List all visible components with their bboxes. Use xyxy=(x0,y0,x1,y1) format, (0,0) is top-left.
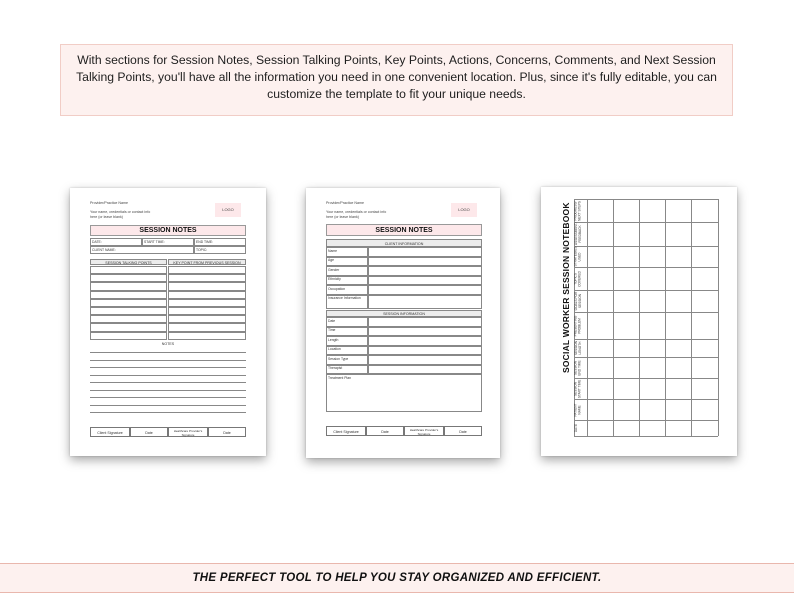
client-field-value xyxy=(368,276,482,286)
talking-point-row xyxy=(90,274,167,282)
notes-line xyxy=(90,367,246,368)
client-field-label: Age xyxy=(326,257,368,267)
grid-column xyxy=(639,199,640,436)
talking-point-row xyxy=(90,307,167,315)
key-point-row xyxy=(168,266,246,274)
session-notebook-page xyxy=(541,187,737,456)
grid-row-line xyxy=(574,222,718,223)
grid-column xyxy=(613,199,614,436)
grid-row-label: STRATEGIES USED xyxy=(573,246,582,266)
session-field-value xyxy=(368,365,482,375)
key-point-row xyxy=(168,323,246,331)
key-point-row xyxy=(168,274,246,282)
date-2: Date xyxy=(208,427,246,437)
notes-line xyxy=(90,352,246,353)
client-info-header: CLIENT INFORMATION xyxy=(326,239,482,247)
page-title: SESSION NOTES xyxy=(90,225,246,236)
grid-row-label: DATE xyxy=(573,423,578,433)
session-field-label: Therapist xyxy=(326,365,368,375)
grid-row-line xyxy=(574,339,718,340)
notes-line xyxy=(90,412,246,413)
grid-column xyxy=(691,199,692,436)
session-info-header: SESSION INFORMATION xyxy=(326,310,482,317)
notebook-title: SOCIAL WORKER SESSION NOTEBOOK xyxy=(561,202,571,373)
talking-points-header: SESSION TALKING POINTS xyxy=(90,259,167,265)
grid-row-line xyxy=(574,312,718,313)
key-point-header: KEY POINT FROM PREVIOUS SESSION xyxy=(168,259,246,265)
notes-header: NOTES xyxy=(90,341,246,347)
session-field-value xyxy=(368,336,482,346)
talking-point-row xyxy=(90,332,167,340)
grid-column xyxy=(665,199,666,436)
contact-line-2: here (or leave blank) xyxy=(90,215,123,219)
client-field-value xyxy=(368,285,482,295)
grid-row-line xyxy=(574,267,718,268)
key-point-row xyxy=(168,299,246,307)
start-time-field: START TIME: xyxy=(142,238,194,246)
session-field-label: Length xyxy=(326,336,368,346)
date-2: Date xyxy=(444,426,482,436)
grid-row-line xyxy=(574,399,718,400)
intro-line-1: With sections for Session Notes, Session Talking Points, Key Points, Actions, Concerns, Comments, and Next Session xyxy=(77,53,716,67)
intro-line-2: Talking Points, you'll have all the information you need in one convenient location. Plus, since it's fully editable, you can xyxy=(76,70,717,84)
session-notes-page-2 xyxy=(306,188,500,458)
topic-field: TOPIC: xyxy=(194,246,246,254)
intro-banner xyxy=(60,44,733,116)
talking-point-row xyxy=(90,299,167,307)
talking-point-row xyxy=(90,315,167,323)
provider-signature: Healthcare Provider's Signature xyxy=(168,427,208,437)
session-field-value xyxy=(368,346,482,356)
notes-line xyxy=(90,360,246,361)
end-time-field: END TIME: xyxy=(194,238,246,246)
grid-row-label: PATIENT NAME xyxy=(573,403,582,416)
client-signature: Client Signature xyxy=(90,427,130,437)
talking-point-row xyxy=(90,266,167,274)
logo-placeholder: LOGO xyxy=(215,203,241,217)
client-field-value xyxy=(368,257,482,267)
grid-row-label: GOALS FOR SESSION xyxy=(573,291,582,311)
notes-line xyxy=(90,390,246,391)
notes-line xyxy=(90,375,246,376)
grid-row-line xyxy=(574,420,718,421)
session-field-value xyxy=(368,317,482,327)
grid-row-line xyxy=(574,199,718,200)
grid-row-label: PRESENTING PROBLEM xyxy=(573,315,582,336)
client-field-value xyxy=(368,295,482,309)
contact-line-1: Your name, credentials or contact info xyxy=(90,210,151,214)
client-name-field: CLIENT NAME: xyxy=(90,246,194,254)
grid-label-divider xyxy=(587,199,588,436)
grid-column xyxy=(718,199,719,436)
client-field-label: Ethnicity xyxy=(326,276,368,286)
grid-row-label: PROGRESS/ NEXT STEPS xyxy=(573,200,582,221)
grid-row-line xyxy=(574,290,718,291)
session-field-label: Date xyxy=(326,317,368,327)
client-field-label: Occupation xyxy=(326,285,368,295)
treatment-plan-field: Treatment Plan xyxy=(326,374,482,412)
key-point-row xyxy=(168,291,246,299)
client-field-label: Gender xyxy=(326,266,368,276)
grid-row-label: SESSION START TIME xyxy=(573,379,582,398)
provider-name: Provider/Practice Name xyxy=(90,201,128,205)
logo-placeholder: LOGO xyxy=(451,203,477,217)
notes-line xyxy=(90,405,246,406)
grid-row-label: ASSESSMENT/ FEEDBACK xyxy=(573,222,582,245)
footer-tagline: THE PERFECT TOOL TO HELP YOU STAY ORGANIZED AND EFFICIENT. xyxy=(0,563,794,593)
client-signature: Client Signature xyxy=(326,426,366,436)
grid-row-line xyxy=(574,378,718,379)
grid-row-line xyxy=(574,246,718,247)
grid-row-line xyxy=(574,436,718,437)
client-field-label: Name xyxy=(326,247,368,257)
session-field-label: Location xyxy=(326,346,368,356)
intro-line-3: customize the template to fit your unique needs. xyxy=(267,87,526,101)
session-notes-page-1 xyxy=(70,188,266,456)
grid-row-label: SESSION LENGTH xyxy=(573,340,582,356)
talking-point-row xyxy=(90,282,167,290)
notes-line xyxy=(90,397,246,398)
date-1: Date xyxy=(366,426,404,436)
session-field-value xyxy=(368,327,482,337)
client-field-label: Insurance Information xyxy=(326,295,368,309)
grid-row-line xyxy=(574,357,718,358)
date-field: DATE: xyxy=(90,238,142,246)
key-point-row xyxy=(168,307,246,315)
session-field-value xyxy=(368,355,482,365)
key-point-row xyxy=(168,332,246,340)
grid-row-label: TOPICS COVERED xyxy=(573,270,582,287)
key-point-row xyxy=(168,315,246,323)
client-field-value xyxy=(368,247,482,257)
date-1: Date xyxy=(130,427,168,437)
provider-name: Provider/Practice Name xyxy=(326,201,364,205)
key-point-row xyxy=(168,282,246,290)
page-title: SESSION NOTES xyxy=(326,224,482,236)
session-field-label: Session Type xyxy=(326,355,368,365)
grid-row-label: SESSION END TIME xyxy=(573,359,582,376)
talking-point-row xyxy=(90,323,167,331)
notes-line xyxy=(90,382,246,383)
talking-point-row xyxy=(90,291,167,299)
contact-line-1: Your name, credentials or contact info xyxy=(326,210,387,214)
provider-signature: Healthcare Provider's Signature xyxy=(404,426,444,436)
session-field-label: Time xyxy=(326,327,368,337)
client-field-value xyxy=(368,266,482,276)
contact-line-2: here (or leave blank) xyxy=(326,215,359,219)
